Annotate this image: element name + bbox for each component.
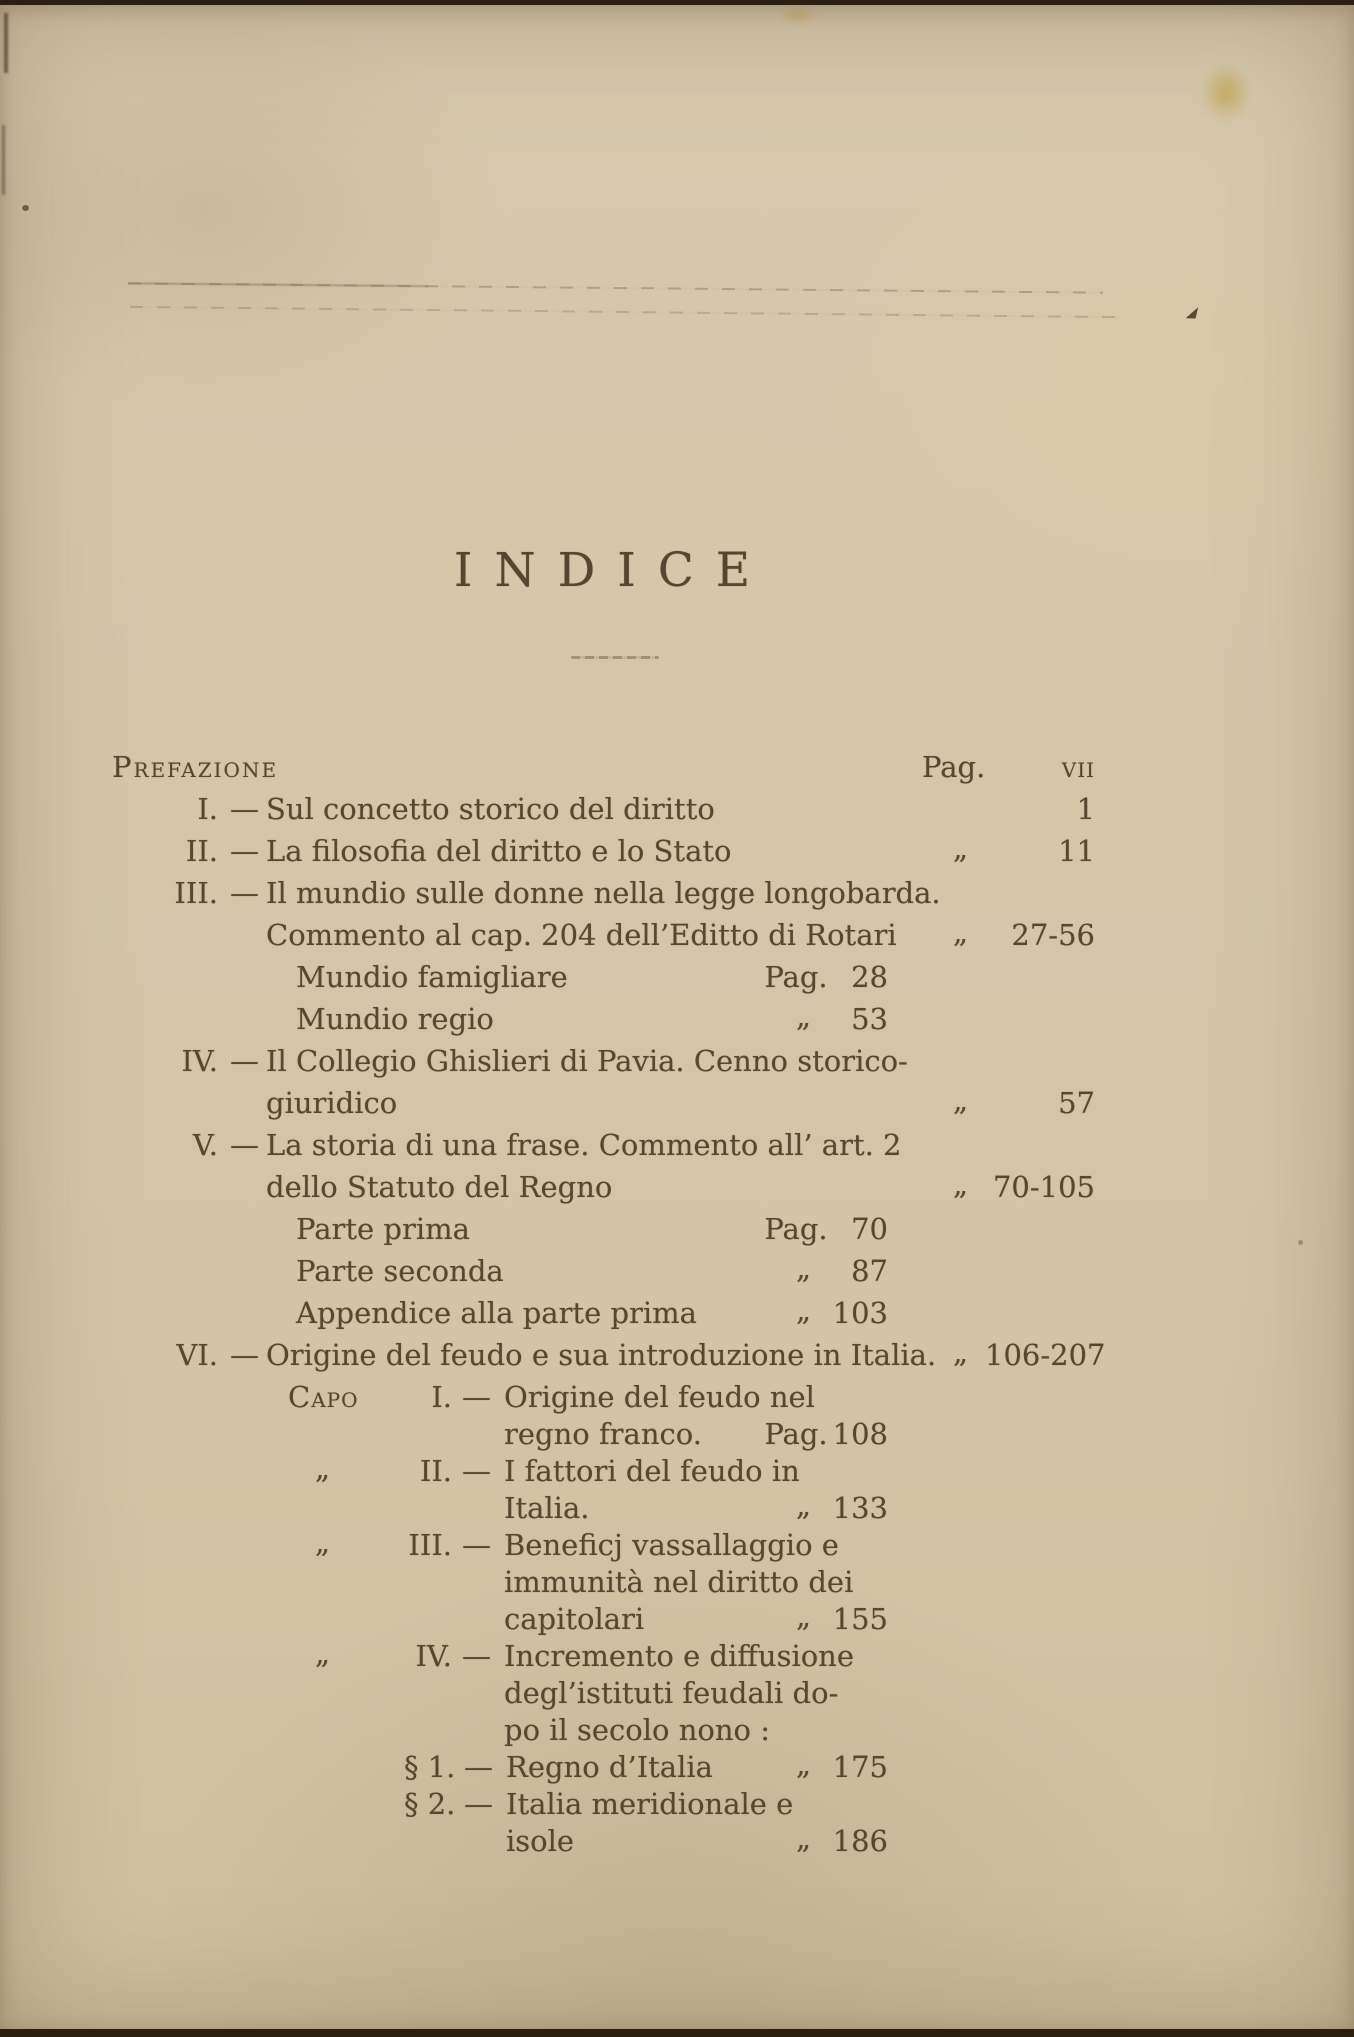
toc-row <box>0 959 1354 1001</box>
toc-row <box>0 1127 1354 1169</box>
stain-top-center <box>778 7 818 25</box>
entry-label-text: Commento al cap. 204 dell’Editto di Rotari <box>266 918 897 952</box>
entry-number: IV. <box>181 1044 218 1078</box>
entry-dash: — <box>230 1044 259 1078</box>
paper-speck <box>22 205 29 211</box>
toc-row <box>0 875 1354 917</box>
entry-label-text: Mundio famigliare <box>296 960 568 994</box>
page-ref-abbrev: Pag. <box>764 1212 828 1246</box>
entry-label-text: Parte seconda <box>296 1254 504 1288</box>
page-number: 103 <box>832 1296 888 1330</box>
entry-label-text: Incremento e diffusione <box>504 1639 855 1673</box>
entry-dash: — <box>230 834 259 868</box>
page-number: 106-207 <box>985 1338 1106 1372</box>
toc-row <box>0 791 1354 833</box>
impression-line-2 <box>130 306 1120 318</box>
toc-row <box>0 1253 1354 1295</box>
entry-label-text: degl’istituti feudali do- <box>504 1676 839 1710</box>
stain-top-right <box>1200 63 1252 123</box>
entry-label-text: isole <box>506 1824 575 1858</box>
toc-row <box>0 1749 1354 1786</box>
entry-number: I. <box>197 792 218 826</box>
toc-row <box>0 1564 1354 1601</box>
ditto-glyph: „ <box>796 999 812 1033</box>
book-page <box>0 5 1354 2029</box>
toc-row <box>0 749 1354 791</box>
ink-speck <box>1184 307 1199 320</box>
capo-label: Capo <box>288 1380 359 1414</box>
entry-dash: — <box>230 792 259 826</box>
page-number: 70-105 <box>992 1170 1095 1204</box>
toc-row <box>0 1295 1354 1337</box>
entry-dash: — <box>462 1528 491 1562</box>
ditto-glyph: „ <box>953 1167 969 1201</box>
page-number: 57 <box>1058 1086 1095 1120</box>
entry-label-text: Italia. <box>504 1491 590 1525</box>
ditto-glyph: „ <box>796 1821 812 1855</box>
entry-label-text: Il mundio sulle donne nella legge longobarda. <box>266 876 941 910</box>
toc-row <box>0 1337 1354 1379</box>
entry-label-text: Origine del feudo nel <box>504 1380 815 1414</box>
toc-row <box>0 1085 1354 1127</box>
index-title: INDICE <box>453 543 773 598</box>
page-number: 155 <box>832 1602 888 1636</box>
page-number: 186 <box>832 1824 888 1858</box>
entry-label-text: capitolari <box>504 1602 645 1636</box>
page-number: 53 <box>851 1002 888 1036</box>
ditto-glyph: „ <box>953 915 969 949</box>
toc-row <box>0 1638 1354 1675</box>
ditto-glyph: „ <box>315 1525 331 1559</box>
entry-label-text: Appendice alla parte prima <box>296 1296 697 1330</box>
entry-label-text: Beneficj vassallaggio e <box>504 1528 839 1562</box>
entry-dash: — <box>464 1787 493 1821</box>
page-number: 175 <box>832 1750 888 1784</box>
entry-dash: — <box>464 1750 493 1784</box>
ditto-glyph: „ <box>796 1251 812 1285</box>
toc <box>0 749 1354 1860</box>
toc-row <box>0 1001 1354 1043</box>
impression-line-1 <box>128 282 1103 293</box>
ditto-glyph: „ <box>953 831 969 865</box>
entry-label-text: La storia di una frase. Commento all’ art. 2 <box>266 1128 902 1162</box>
toc-row <box>0 833 1354 875</box>
ditto-glyph: „ <box>315 1451 331 1485</box>
page-number: 11 <box>1058 834 1095 868</box>
ditto-glyph: „ <box>796 1488 812 1522</box>
ditto-glyph: „ <box>796 1599 812 1633</box>
page-number: 133 <box>832 1491 888 1525</box>
entry-number: I. <box>431 1380 452 1414</box>
entry-label-text: La filosofia del diritto e lo Stato <box>266 834 732 868</box>
entry-dash: — <box>230 1338 259 1372</box>
ditto-glyph: „ <box>315 1636 331 1670</box>
page-number: 1 <box>1076 792 1095 826</box>
entry-dash: — <box>462 1454 491 1488</box>
entry-label-text: Parte prima <box>296 1212 470 1246</box>
page-number: vii <box>1061 750 1095 784</box>
entry-label-text: I fattori del feudo in <box>504 1454 800 1488</box>
toc-row <box>0 1601 1354 1638</box>
entry-dash: — <box>230 1128 259 1162</box>
toc-row <box>0 1675 1354 1712</box>
entry-number: IV. <box>415 1639 452 1673</box>
entry-label-text: Il Collegio Ghislieri di Pavia. Cenno storico- <box>266 1044 908 1078</box>
toc-row <box>0 1169 1354 1211</box>
title-rule <box>571 656 659 659</box>
entry-label-text: Prefazione <box>112 750 279 784</box>
page-number: 28 <box>851 960 888 994</box>
ditto-glyph: „ <box>953 1083 969 1117</box>
toc-row <box>0 1043 1354 1085</box>
edge-streak-mark <box>4 13 8 73</box>
page-ref-abbrev: Pag. <box>764 1417 828 1451</box>
entry-label-text: regno franco. <box>504 1417 702 1451</box>
page-number: 108 <box>832 1417 888 1451</box>
entry-dash: — <box>462 1639 491 1673</box>
toc-row <box>0 1527 1354 1564</box>
entry-label-text: immunità nel diritto dei <box>504 1565 854 1599</box>
entry-number: II. <box>185 834 218 868</box>
entry-number: VI. <box>176 1338 218 1372</box>
toc-row <box>0 1786 1354 1823</box>
toc-row <box>0 1712 1354 1749</box>
page-ref-abbrev: Pag. <box>764 960 828 994</box>
entry-label-text: Italia meridionale e <box>506 1787 794 1821</box>
entry-dash: — <box>462 1380 491 1414</box>
page-number: 27-56 <box>1011 918 1095 952</box>
toc-row <box>0 917 1354 959</box>
entry-label-text: Mundio regio <box>296 1002 494 1036</box>
entry-number: § 2. <box>404 1787 456 1821</box>
page-number: 70 <box>851 1212 888 1246</box>
entry-label-text: dello Statuto del Regno <box>266 1170 613 1204</box>
entry-label-text: po il secolo nono : <box>504 1713 770 1747</box>
ditto-glyph: „ <box>796 1747 812 1781</box>
toc-row <box>0 1490 1354 1527</box>
toc-row <box>0 1211 1354 1253</box>
page-number: 87 <box>851 1254 888 1288</box>
entry-number: III. <box>174 876 218 910</box>
entry-label-text: Sul concetto storico del diritto <box>266 792 715 826</box>
toc-row <box>0 1379 1354 1416</box>
toc-row <box>0 1823 1354 1860</box>
ditto-glyph: „ <box>953 1335 969 1369</box>
entry-label-text: giuridico <box>266 1086 398 1120</box>
page-ref-abbrev: Pag. <box>922 750 986 784</box>
entry-number: II. <box>419 1454 452 1488</box>
toc-row <box>0 1453 1354 1490</box>
toc-row <box>0 1416 1354 1453</box>
ditto-glyph: „ <box>796 1293 812 1327</box>
entry-label-text: Origine del feudo e sua introduzione in Italia. <box>266 1338 937 1372</box>
entry-dash: — <box>230 876 259 910</box>
entry-number: § 1. <box>404 1750 456 1784</box>
entry-number: V. <box>192 1128 218 1162</box>
edge-streak-mark <box>2 125 5 195</box>
entry-label-text: Regno d’Italia <box>506 1750 713 1784</box>
entry-number: III. <box>408 1528 452 1562</box>
